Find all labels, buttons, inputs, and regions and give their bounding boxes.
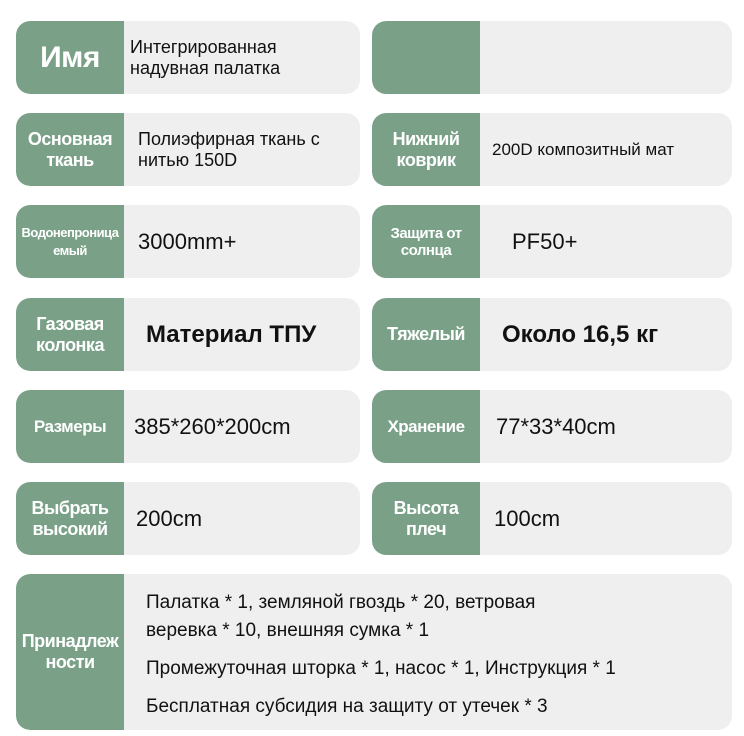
spec-card-fabric [16, 113, 360, 186]
spec-card-gas [16, 298, 360, 371]
spec-value-waterproof: 3000mm+ [138, 228, 237, 254]
spec-value-height: 200cm [136, 505, 203, 531]
spec-card-height [16, 482, 360, 555]
spec-label-storage: Хранение [372, 390, 480, 463]
spec-card-name [16, 21, 360, 94]
accessory-line: Промежуточная шторка * 1, насос * 1, Инструкция * 1 [146, 658, 616, 679]
spec-card-mat [372, 113, 732, 186]
spec-label-gas: Газовая колонка [16, 298, 124, 371]
accessory-line: Бесплатная субсидия на защиту от утечек * 3 [146, 696, 548, 717]
spec-card-storage [372, 390, 732, 463]
accessory-line: Палатка * 1, земляной гвоздь * 20, ветровая [146, 592, 536, 613]
spec-label-name: Имя [16, 21, 124, 94]
spec-value-mat: 200D композитный мат [492, 139, 675, 159]
spec-value-name: Интегрированная надувная палатка [130, 36, 281, 78]
spec-value-shoulder: 100cm [494, 505, 561, 531]
spec-value-fabric: Полиэфирная ткань с нитью 150D [138, 128, 320, 170]
spec-value-sun: PF50+ [512, 228, 578, 254]
spec-label-accessories: Принадлежности [16, 574, 124, 730]
spec-card-sun [372, 205, 732, 278]
spec-value-size: 385*260*200cm [134, 413, 291, 439]
spec-label-mat: Нижний коврик [372, 113, 480, 186]
spec-card-size [16, 390, 360, 463]
spec-value-gas: Материал ТПУ [146, 320, 317, 348]
spec-card-shoulder [372, 482, 732, 555]
spec-label-fabric: Основная ткань [16, 113, 124, 186]
spec-value-weight: Около 16,5 кг [502, 320, 659, 348]
spec-label-sun: Защита от солнца [372, 205, 480, 278]
spec-label-weight: Тяжелый [372, 298, 480, 371]
spec-label-waterproof: Водонепроницаемый [16, 205, 124, 278]
spec-card-accessories [16, 574, 732, 730]
accessory-line: веревка * 10, внешняя сумка * 1 [146, 620, 430, 641]
spec-label-shoulder: Высота плеч [372, 482, 480, 555]
spec-label-size: Размеры [16, 390, 124, 463]
spec-label-blank [372, 21, 480, 94]
spec-card-blank [372, 21, 732, 94]
spec-value-storage: 77*33*40cm [496, 413, 616, 439]
spec-card-waterproof [16, 205, 360, 278]
spec-card-weight [372, 298, 732, 371]
spec-label-height: Выбрать высокий [16, 482, 124, 555]
